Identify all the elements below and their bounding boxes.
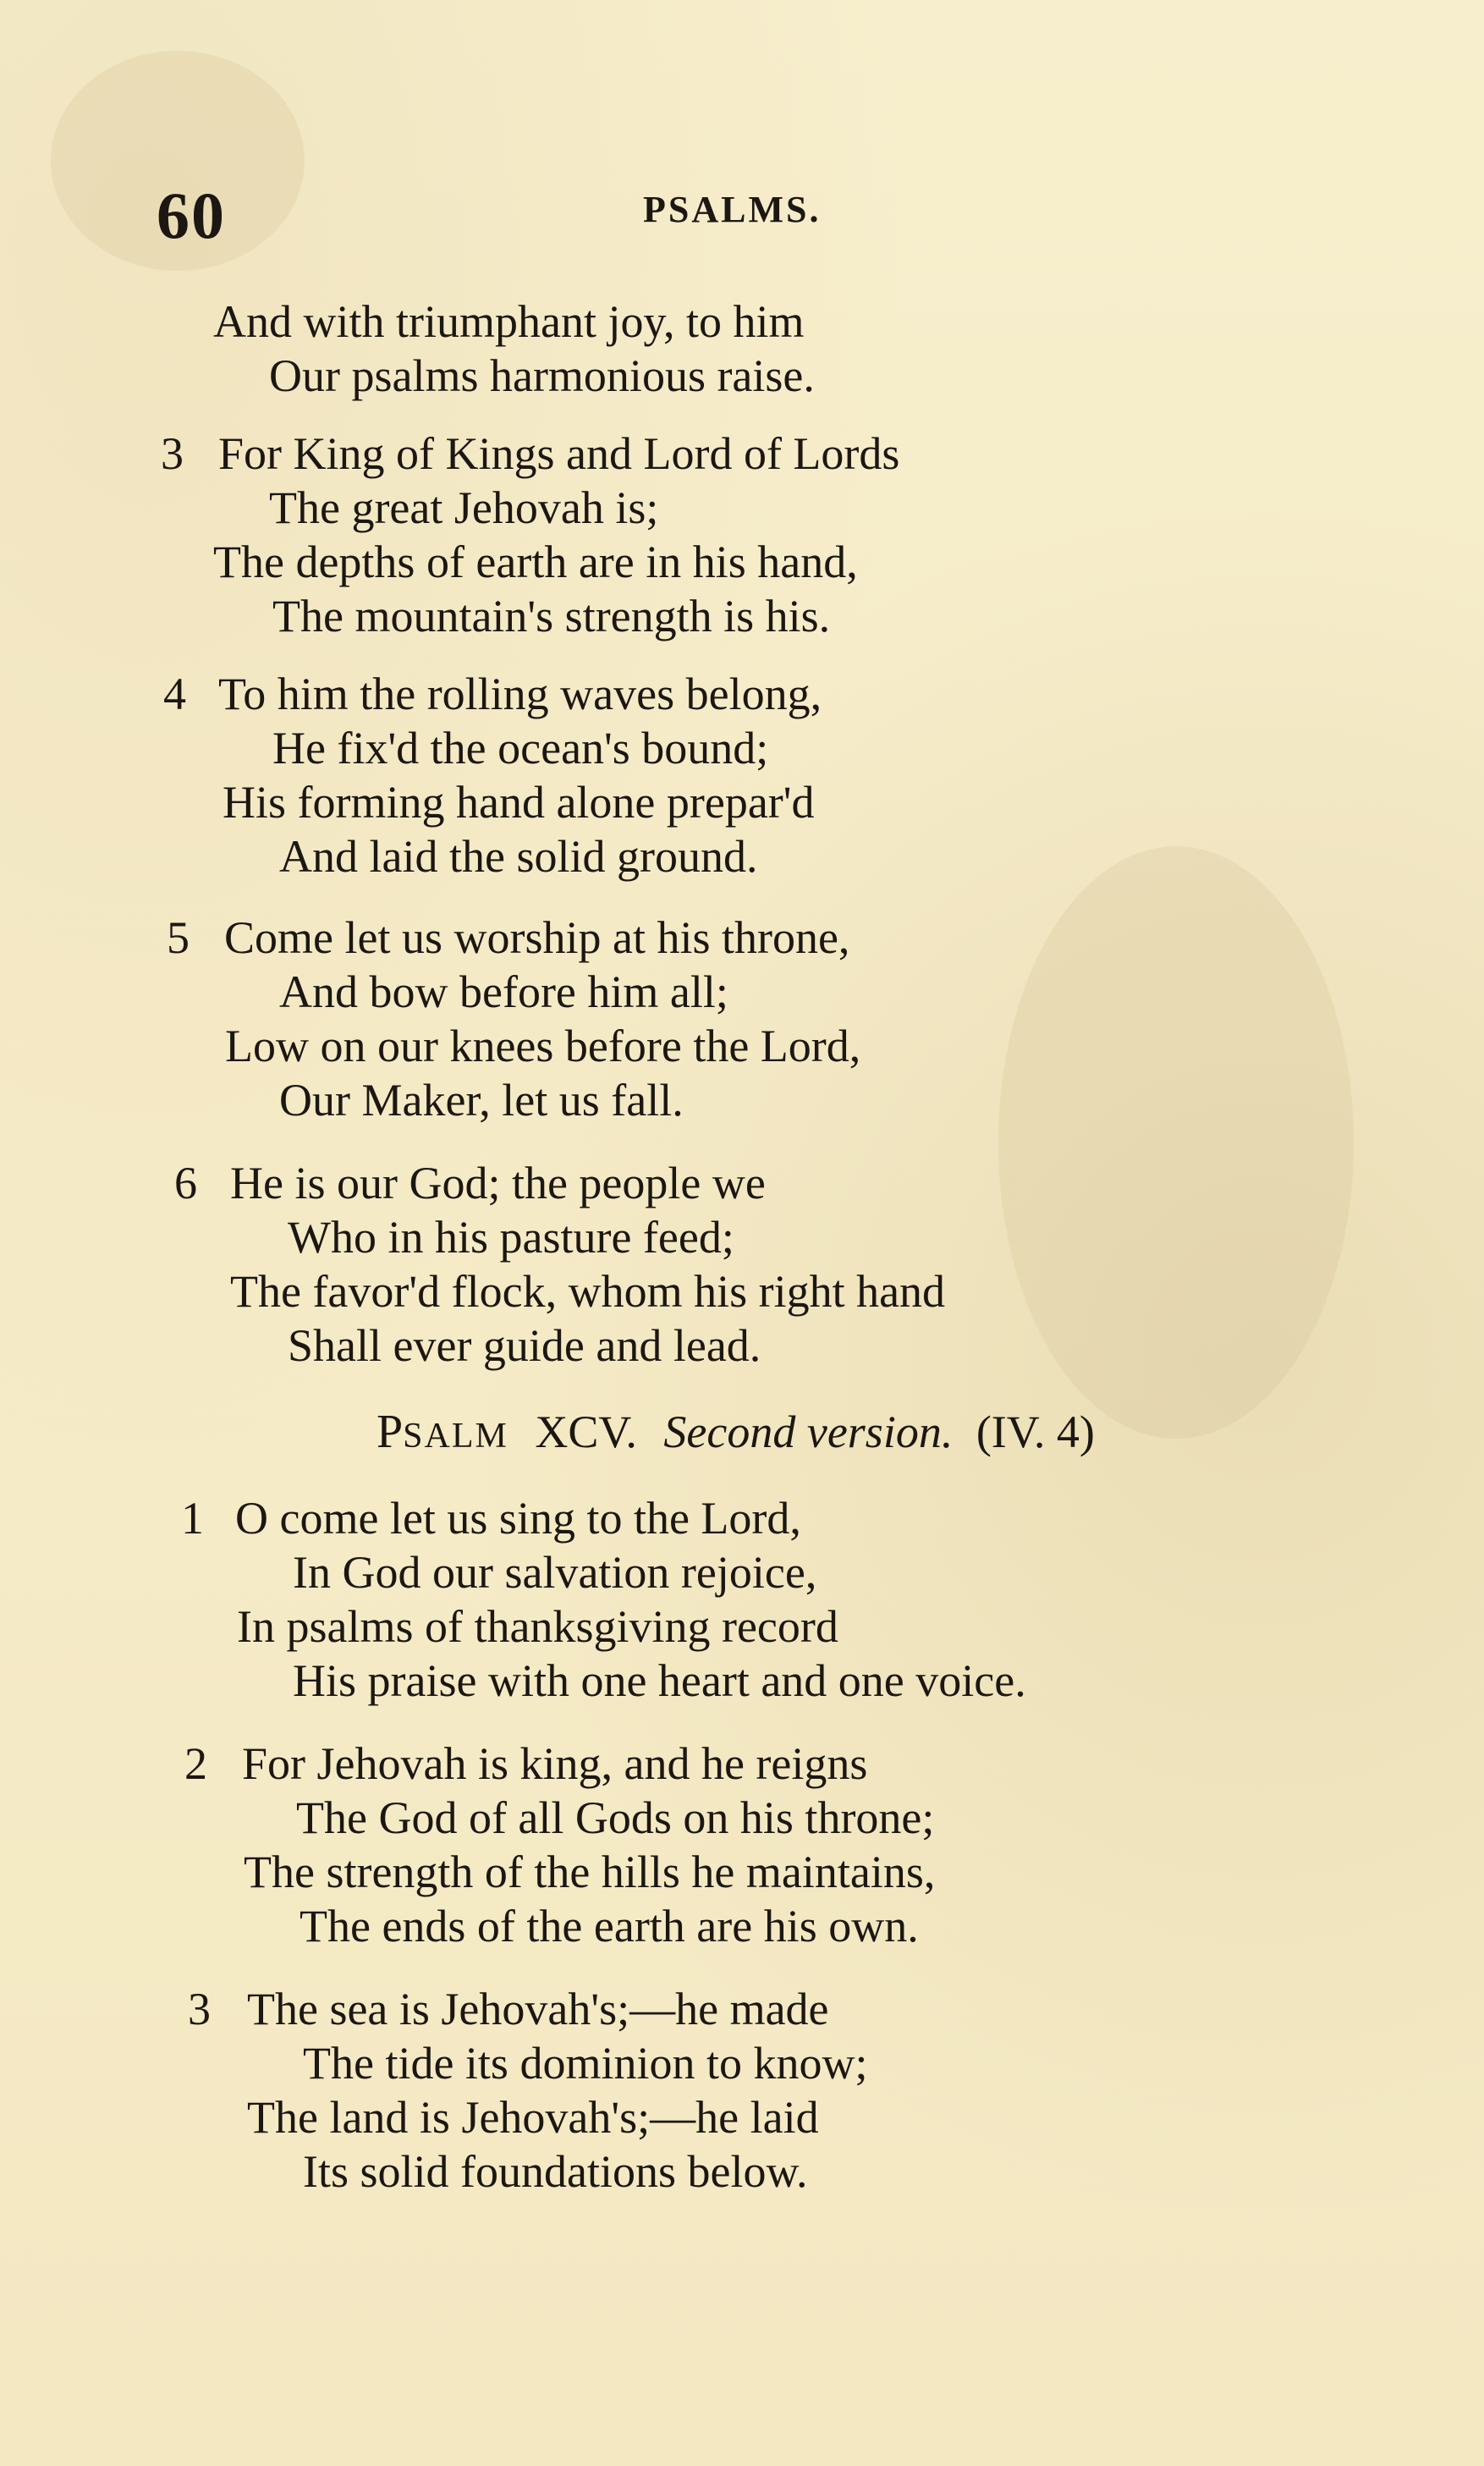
- verse-line: The ends of the earth are his own.: [300, 1901, 919, 1951]
- verse-line: And with triumphant joy, to him: [213, 296, 805, 347]
- verse-line: Come let us worship at his throne,: [224, 912, 850, 963]
- psalm-heading: [376, 1405, 1095, 1463]
- verse-line: Its solid foundations below.: [303, 2146, 808, 2197]
- stanza-number: 4: [163, 669, 186, 719]
- psalm-word-rest: SALM: [403, 1417, 508, 1456]
- verse-line: He is our God; the people we: [230, 1158, 766, 1208]
- verse-line: For Jehovah is king, and he reigns: [242, 1738, 868, 1789]
- stanza-number: 3: [188, 1984, 211, 2034]
- verse-line: His praise with one heart and one voice.: [293, 1655, 1026, 1706]
- psalm-meter: (IV. 4): [976, 1406, 1095, 1457]
- verse-line: The depths of earth are in his hand,: [213, 537, 858, 587]
- verse-line: The great Jehovah is;: [269, 482, 659, 533]
- paper-stain: [998, 846, 1354, 1439]
- page-number: 60: [157, 179, 226, 252]
- verse-line: The strength of the hills he maintains,: [244, 1847, 936, 1897]
- verse-line: Shall ever guide and lead.: [288, 1320, 761, 1371]
- stanza-number: 3: [161, 428, 184, 479]
- verse-line: The mountain's strength is his.: [272, 591, 831, 641]
- verse-line: Low on our knees before the Lord,: [225, 1021, 861, 1071]
- stanza-number: 5: [167, 912, 190, 963]
- psalm-version: Second version.: [663, 1406, 954, 1457]
- verse-line: Who in his pasture feed;: [288, 1212, 734, 1263]
- verse-line: In God our salvation rejoice,: [293, 1547, 817, 1598]
- stanza-number: 6: [174, 1158, 197, 1208]
- verse-line: For King of Kings and Lord of Lords: [218, 428, 900, 479]
- verse-line: O come let us sing to the Lord,: [235, 1493, 801, 1544]
- verse-line: The land is Jehovah's;—he laid: [247, 2092, 819, 2143]
- verse-line: The sea is Jehovah's;—he made: [247, 1984, 829, 2034]
- verse-line: To him the rolling waves belong,: [218, 669, 822, 719]
- verse-line: The tide its dominion to know;: [303, 2038, 868, 2089]
- verse-line: The favor'd flock, whom his right hand: [230, 1266, 946, 1317]
- psalm-number: XCV.: [535, 1406, 637, 1457]
- verse-line: Our psalms harmonious raise.: [269, 350, 815, 401]
- stanza-number: 2: [184, 1738, 207, 1789]
- verse-line: He fix'd the ocean's bound;: [272, 723, 769, 773]
- stanza-number: 1: [181, 1493, 204, 1544]
- psalm-word-initial: P: [376, 1406, 404, 1458]
- running-title: PSALMS.: [643, 189, 822, 230]
- verse-line: In psalms of thanksgiving record: [237, 1601, 838, 1652]
- verse-line: The God of all Gods on his throne;: [296, 1792, 935, 1843]
- verse-line: Our Maker, let us fall.: [279, 1075, 684, 1126]
- verse-line: His forming hand alone prepar'd: [223, 777, 815, 828]
- verse-line: And bow before him all;: [279, 966, 728, 1017]
- verse-line: And laid the solid ground.: [279, 831, 758, 882]
- page-header: [0, 178, 1484, 252]
